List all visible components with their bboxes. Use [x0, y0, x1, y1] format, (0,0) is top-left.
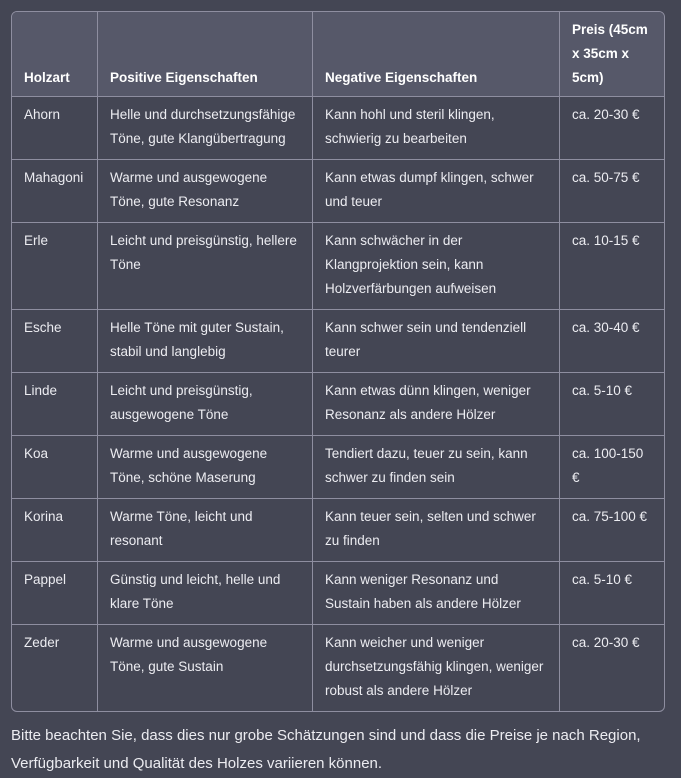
table-row — [12, 562, 664, 625]
cell-holzart: Linde — [12, 373, 98, 436]
cell-positive: Leicht und preisgünstig, ausgewogene Töne — [98, 373, 313, 436]
table-row — [12, 373, 664, 436]
cell-positive: Warme und ausgewogene Töne, schöne Maserung — [98, 436, 313, 499]
cell-preis: ca. 5-10 € — [560, 562, 664, 625]
cell-positive: Warme Töne, leicht und resonant — [98, 499, 313, 562]
cell-holzart: Erle — [12, 223, 98, 310]
cell-holzart: Ahorn — [12, 97, 98, 160]
cell-positive: Günstig und leicht, helle und klare Töne — [98, 562, 313, 625]
cell-preis: ca. 20-30 € — [572, 635, 640, 650]
cell-holzart: Mahagoni — [12, 160, 98, 223]
cell-negative: Kann weniger Resonanz und Sustain haben als andere Hölzer — [313, 562, 560, 625]
table-body — [12, 97, 664, 711]
cell-preis: ca. 50-75 € — [560, 160, 664, 223]
cell-negative: Kann schwer sein und tendenziell teurer — [313, 310, 560, 373]
header-holzart: Holzart — [12, 12, 98, 97]
cell-negative: Kann etwas dünn klingen, weniger Resonanz als andere Hölzer — [313, 373, 560, 436]
cell-positive: Warme und ausgewogene Töne, gute Sustain — [98, 625, 313, 711]
cell-holzart: Koa — [12, 436, 98, 499]
table-header — [12, 12, 664, 97]
cell-positive: Leicht und preisgünstig, hellere Töne — [98, 223, 313, 310]
cell-negative: Kann schwächer in der Klangprojektion sein, kann Holzverfärbungen aufweisen — [313, 223, 560, 310]
cell-negative: Kann teuer sein, selten und schwer zu finden — [313, 499, 560, 562]
header-preis: Preis (45cm x 35cm x 5cm) — [560, 12, 664, 97]
table-row — [12, 223, 664, 310]
table-row — [12, 310, 664, 373]
header-positive: Positive Eigenschaften — [98, 12, 313, 97]
cell-preis: ca. 10-15 € — [560, 223, 664, 310]
table-row — [12, 97, 664, 160]
header-negative: Negative Eigenschaften — [313, 12, 560, 97]
cell-holzart: Pappel — [12, 562, 98, 625]
table-row — [12, 436, 664, 499]
cell-preis: ca. 100-150 € — [560, 436, 664, 499]
cell-positive: Helle und durchsetzungsfähige Töne, gute Klangübertragung — [98, 97, 313, 160]
cell-holzart: Korina — [12, 499, 98, 562]
cell-negative: Kann hohl und steril klingen, schwierig zu bearbeiten — [313, 97, 560, 160]
wood-comparison-table-container — [11, 11, 663, 712]
cell-negative: Tendiert dazu, teuer zu sein, kann schwer zu finden sein — [313, 436, 560, 499]
cell-positive: Warme und ausgewogene Töne, gute Resonanz — [98, 160, 313, 223]
cell-negative: Kann weicher und weniger durchsetzungsfähig klingen, weniger robust als andere Hölzer — [313, 625, 560, 711]
cell-preis: ca. 20-30 € — [560, 97, 664, 160]
table-row — [12, 499, 664, 562]
cell-preis: ca. 30-40 € — [560, 310, 664, 373]
cell-preis: ca. 5-10 € — [560, 373, 664, 436]
cell-positive: Helle Töne mit guter Sustain, stabil und langlebig — [98, 310, 313, 373]
cell-preis: ca. 75-100 € — [560, 499, 664, 562]
cell-negative: Kann etwas dumpf klingen, schwer und teuer — [313, 160, 560, 223]
cell-holzart: Esche — [12, 310, 98, 373]
header-row — [12, 12, 664, 97]
price-disclaimer-note: Bitte beachten Sie, dass dies nur grobe Schätzungen sind und dass die Preise je nach Region, Verfügbarkeit und Qualität des Holzes variieren können. — [11, 727, 641, 772]
wood-comparison-table — [11, 11, 665, 712]
cell-holzart: Zeder — [12, 625, 98, 711]
table-row — [12, 625, 664, 711]
table-row — [12, 160, 664, 223]
